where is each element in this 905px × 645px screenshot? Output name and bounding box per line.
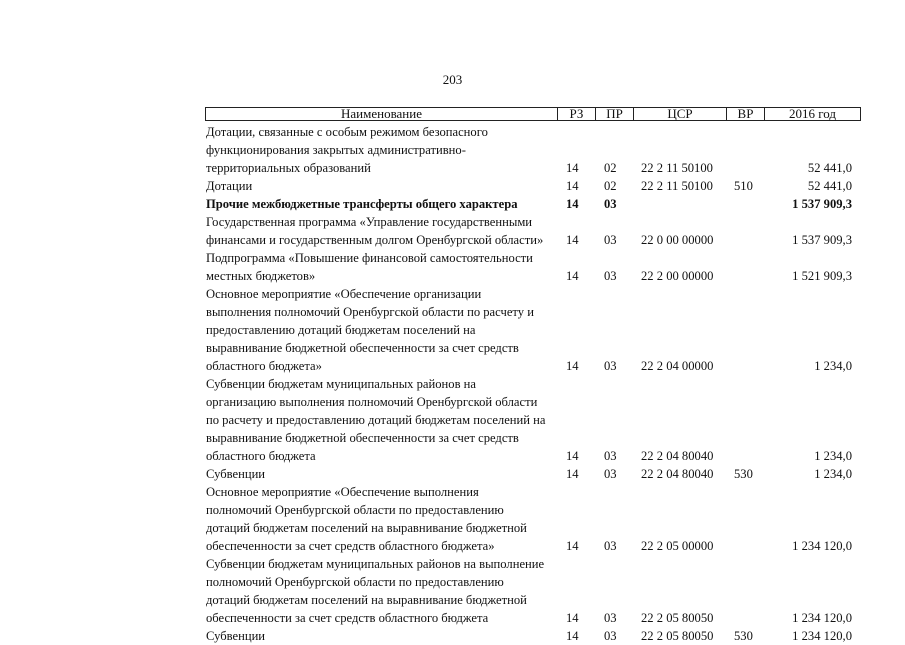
row-pr: 03	[604, 269, 617, 283]
table-row	[0, 195, 905, 213]
header-rz: РЗ	[557, 108, 595, 120]
header-year: 2016 год	[764, 108, 860, 120]
row-amount: 1 234,0	[814, 467, 852, 481]
row-rz: 14	[566, 179, 579, 193]
row-pr: 03	[604, 539, 617, 553]
row-amount: 1 537 909,3	[792, 197, 852, 211]
row-amount: 52 441,0	[807, 179, 852, 193]
row-pr: 03	[604, 233, 617, 247]
table-row	[0, 627, 905, 645]
row-amount: 1 234 120,0	[792, 539, 852, 553]
row-csr: 22 2 05 80050	[641, 611, 714, 625]
row-rz: 14	[566, 449, 579, 463]
row-pr: 03	[604, 197, 617, 211]
table-row	[0, 375, 905, 465]
row-rz: 14	[566, 233, 579, 247]
row-name: Дотации	[206, 179, 253, 193]
table-row	[0, 483, 905, 555]
row-name: Дотации, связанные с особым режимом безопасного функционирования закрытых административно- территориальных образований	[206, 125, 488, 175]
row-rz: 14	[566, 359, 579, 373]
row-csr: 22 2 04 80040	[641, 449, 714, 463]
row-csr: 22 2 04 00000	[641, 359, 714, 373]
row-pr: 03	[604, 359, 617, 373]
table-header	[205, 107, 861, 121]
row-name: Субвенции	[206, 467, 266, 481]
row-rz: 14	[566, 539, 579, 553]
row-vr: 510	[734, 179, 753, 193]
row-name: Субвенции	[206, 629, 266, 643]
table-row	[0, 177, 905, 195]
row-csr: 22 2 05 80050	[641, 629, 714, 643]
row-name: Основное мероприятие «Обеспечение выполнения полномочий Оренбургской области по предоставлению дотаций бюджетам поселений на выравнивание бюджетной обеспеченности за счет средств областного бюджета»	[206, 485, 527, 553]
table-row	[0, 555, 905, 627]
table-row	[0, 465, 905, 483]
row-pr: 03	[604, 629, 617, 643]
row-rz: 14	[566, 197, 579, 211]
row-pr: 03	[604, 467, 617, 481]
row-amount: 1 521 909,3	[792, 269, 852, 283]
row-csr: 22 2 11 50100	[641, 161, 713, 175]
row-rz: 14	[566, 629, 579, 643]
row-vr: 530	[734, 629, 753, 643]
row-name: Субвенции бюджетам муниципальных районов на организацию выполнения полномочий Оренбургской области по расчету и предоставлению дотаций бюджетам поселений на выравнивание бюджетной обеспеченности за счет средств областного бюджета	[206, 377, 546, 463]
row-name: Государственная программа «Управление государственными финансами и государственным долгом Оренбургской области»	[206, 215, 544, 247]
table-row	[0, 249, 905, 285]
row-amount: 1 234 120,0	[792, 629, 852, 643]
header-csr: ЦСР	[633, 108, 726, 120]
row-csr: 22 0 00 00000	[641, 233, 714, 247]
row-pr: 02	[604, 179, 617, 193]
table-row	[0, 285, 905, 375]
row-pr: 02	[604, 161, 617, 175]
header-name: Наименование	[341, 106, 422, 121]
row-amount: 52 441,0	[807, 161, 852, 175]
row-amount: 1 537 909,3	[792, 233, 852, 247]
row-rz: 14	[566, 269, 579, 283]
header-pr: ПР	[595, 108, 633, 120]
row-amount: 1 234 120,0	[792, 611, 852, 625]
row-name: Основное мероприятие «Обеспечение организации выполнения полномочий Оренбургской области по расчету и предоставлению дотаций бюджетам поселений на выравнивание бюджетной обеспеченности за счет средств областного бюджета»	[206, 287, 534, 373]
row-csr: 22 2 05 00000	[641, 539, 714, 553]
row-vr: 530	[734, 467, 753, 481]
row-name: Подпрограмма «Повышение финансовой самостоятельности местных бюджетов»	[206, 251, 533, 283]
row-amount: 1 234,0	[814, 359, 852, 373]
row-rz: 14	[566, 467, 579, 481]
row-rz: 14	[566, 611, 579, 625]
table-row	[0, 213, 905, 249]
table-row	[0, 123, 905, 177]
row-name: Прочие межбюджетные трансферты общего характера	[206, 197, 518, 211]
header-vr: ВР	[726, 108, 764, 120]
row-rz: 14	[566, 161, 579, 175]
row-csr: 22 2 11 50100	[641, 179, 713, 193]
row-csr: 22 2 04 80040	[641, 467, 714, 481]
page-number: 203	[442, 72, 463, 87]
row-name: Субвенции бюджетам муниципальных районов на выполнение полномочий Оренбургской области по предоставлению дотаций бюджетам поселений на выравнивание бюджетной обеспеченности за счет средств областного бюджета	[206, 557, 545, 625]
row-pr: 03	[604, 611, 617, 625]
row-pr: 03	[604, 449, 617, 463]
row-csr: 22 2 00 00000	[641, 269, 714, 283]
row-amount: 1 234,0	[814, 449, 852, 463]
table-body	[0, 123, 905, 645]
